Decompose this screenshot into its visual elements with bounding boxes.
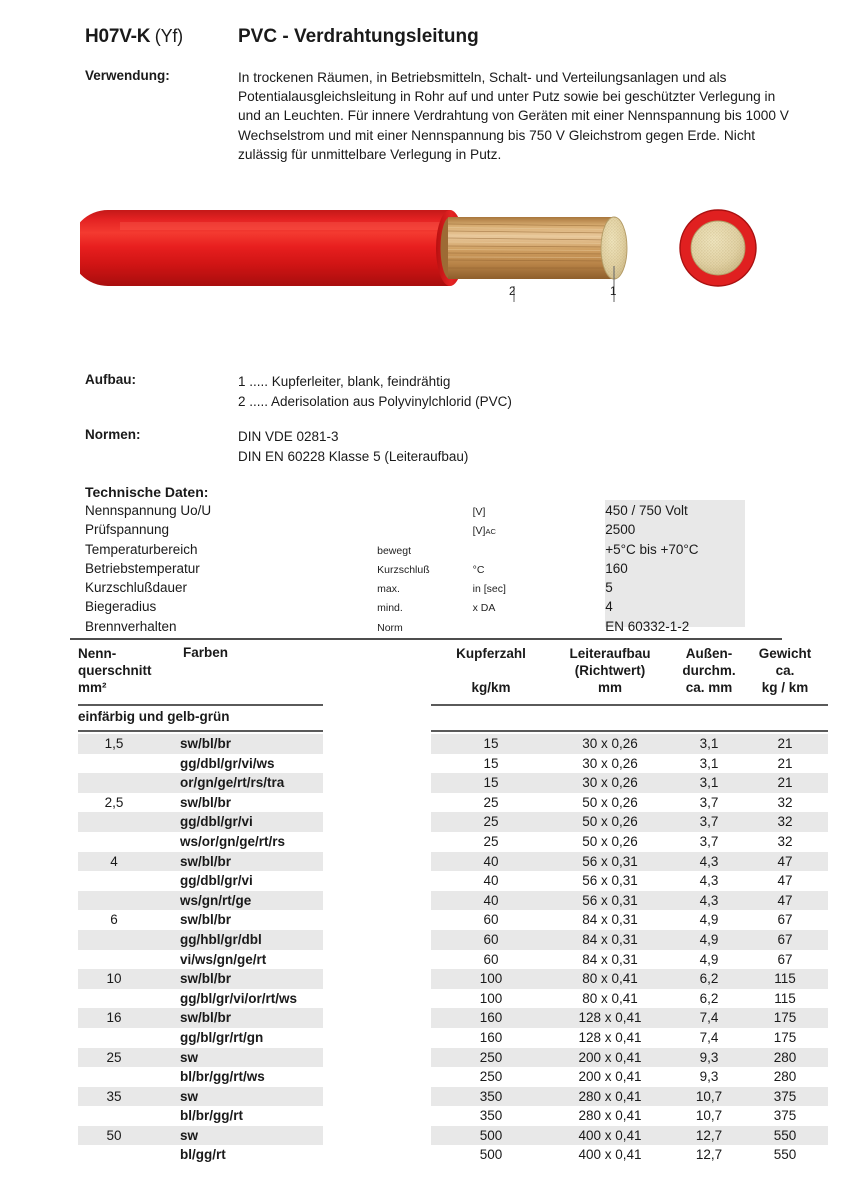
table-body [70,734,797,1165]
cell-farben: gg/dbl/gr/vi [180,873,253,889]
cell-gewicht: 67 [777,912,793,928]
cell-kupferzahl: 40 [483,892,499,908]
cell-kupferzahl: 25 [483,794,499,810]
cell-farben: gg/hbl/gr/dbl [180,931,262,947]
table-row [70,1028,797,1048]
cell-nennquerschnitt: 6 [110,912,118,928]
cell-kupferzahl: 15 [483,755,499,771]
cell-kupferzahl: 350 [479,1088,503,1104]
cell-aussendurchmesser: 4,9 [699,912,719,928]
table-row [70,773,793,793]
cell-nennquerschnitt: 10 [106,971,122,987]
aufbau-line: 1 ..... Kupferleiter, blank, feindrähtig [238,374,451,389]
technical-data-section [85,484,785,637]
cell-farben: gg/bl/gr/rt/gn [180,1029,264,1045]
cell-leiteraufbau: 84 x 0,31 [582,931,638,947]
group-rule-right [431,730,828,732]
technical-value: 160 [605,561,628,577]
normen-line: DIN EN 60228 Klasse 5 (Leiteraufbau) [238,449,469,464]
normen-line: DIN VDE 0281-3 [238,429,339,444]
cell-aussendurchmesser: 4,3 [699,853,719,869]
cell-kupferzahl: 500 [479,1127,503,1143]
cell-farben: sw/bl/br [180,736,232,751]
table-row [70,1048,797,1068]
callout-label-insulation: 2 [509,286,516,298]
cell-farben: gg/dbl/gr/vi [180,814,253,830]
product-code: H07V-K [85,26,151,47]
cell-farben: sw [180,1049,199,1065]
cell-kupferzahl: 160 [479,1029,503,1045]
header-rule-right [431,704,828,706]
table-row [70,1145,797,1165]
header-aussendurchmesser [669,645,749,696]
cell-kupferzahl: 250 [479,1049,503,1065]
group-label: einfärbig und gelb-grün [78,709,230,724]
header-line: ca. mm [685,680,733,695]
cell-kupferzahl: 25 [483,814,499,830]
cell-gewicht: 280 [773,1049,797,1065]
header-kupferzahl [431,645,551,696]
cell-gewicht: 67 [777,951,793,967]
cell-gewicht: 115 [774,971,796,987]
cell-farben: gg/bl/gr/vi/or/rt/ws [180,990,298,1006]
cell-nennquerschnitt: 1,5 [104,736,124,751]
cell-gewicht: 32 [777,814,793,830]
group-rule-left [78,730,323,732]
page-header [85,26,785,48]
cell-farben: sw [180,1088,199,1104]
cell-aussendurchmesser: 7,4 [699,1010,719,1026]
technical-value: 5 [605,580,613,596]
technical-condition: mind. [377,602,403,615]
table-row [70,910,793,930]
cell-leiteraufbau: 400 x 0,41 [578,1127,642,1143]
header-line: (Richtwert) [574,663,646,678]
technical-data-row [85,541,785,560]
header-line: ca. [775,663,795,678]
technical-condition: Kurzschluß [377,564,430,577]
cell-leiteraufbau: 30 x 0,26 [582,736,638,751]
cell-leiteraufbau: 200 x 0,41 [578,1049,642,1065]
technical-data-row [85,521,785,541]
header-leiteraufbau [551,645,669,696]
cell-aussendurchmesser: 4,3 [699,873,719,889]
cell-aussendurchmesser: 7,4 [699,1029,719,1045]
cell-nennquerschnitt: 25 [106,1049,122,1065]
header-line: Gewicht [758,646,812,661]
cell-aussendurchmesser: 3,1 [699,755,719,771]
technical-property-name: Kurzschlußdauer [85,580,188,596]
header-line: durchm. [682,663,736,678]
callout-label-conductor: 1 [610,286,617,298]
header-line: Nenn- [78,646,117,661]
header-line: kg / km [761,680,809,695]
cell-gewicht: 115 [774,990,796,1006]
cell-nennquerschnitt: 2,5 [104,794,124,810]
cell-farben: sw/bl/br [180,853,232,869]
cell-gewicht: 280 [773,1069,797,1085]
cable-sheath [80,210,464,286]
technical-condition [377,521,473,541]
cell-kupferzahl: 40 [483,873,499,889]
cell-farben: or/gn/ge/rt/rs/tra [180,775,285,791]
cell-gewicht: 550 [773,1147,797,1163]
technical-property-name: Brennverhalten [85,618,177,634]
table-top-rule [70,638,782,640]
cell-farben: sw/bl/br [180,971,232,987]
cell-gewicht: 47 [777,873,793,889]
cable-illustration [80,190,780,310]
cell-aussendurchmesser: 4,3 [699,892,719,908]
cell-gewicht: 550 [773,1127,797,1143]
cell-farben: ws/gn/rt/ge [180,892,252,908]
technical-condition: bewegt [377,545,411,558]
technical-value: EN 60332-1-2 [605,618,690,634]
cell-aussendurchmesser: 12,7 [695,1127,723,1143]
table-row [70,891,793,911]
header-line: Kupferzahl [456,646,526,661]
usage-label: Verwendung: [85,68,170,83]
cell-kupferzahl: 40 [483,853,499,869]
technical-condition [377,502,473,521]
cell-farben: sw [180,1127,199,1143]
cell-leiteraufbau: 30 x 0,26 [582,755,638,771]
aufbau-line: 2 ..... Aderisolation aus Polyvinylchlorid (PVC) [238,394,512,409]
cell-leiteraufbau: 128 x 0,41 [578,1029,642,1045]
technical-value: +5°C bis +70°C [605,542,699,558]
copper-conductor [448,217,627,279]
header-line: Außen- [685,646,733,661]
technical-data-row [85,579,785,598]
table-row [70,1067,797,1087]
cell-aussendurchmesser: 12,7 [695,1147,723,1163]
header-gewicht [742,645,828,696]
table-row [70,793,793,813]
cell-leiteraufbau: 84 x 0,31 [582,951,638,967]
cell-aussendurchmesser: 9,3 [699,1069,719,1085]
cell-leiteraufbau: 56 x 0,31 [582,873,638,889]
cell-farben: sw/bl/br [180,1010,232,1026]
cell-kupferzahl: 60 [483,931,499,947]
header-line: mm [597,680,622,695]
cell-kupferzahl: 60 [483,951,499,967]
table-row [70,989,796,1009]
header-line: kg/km [471,680,511,695]
technical-unit: in [sec] [472,583,506,596]
cell-leiteraufbau: 200 x 0,41 [578,1069,642,1085]
technical-property-name: Betriebstemperatur [85,561,200,577]
cell-leiteraufbau: 50 x 0,26 [582,794,638,810]
header-line [431,662,551,679]
table-row [70,950,793,970]
cell-farben: bl/gg/rt [180,1147,226,1163]
cell-nennquerschnitt: 50 [106,1127,122,1143]
header-farben: Farben [183,645,229,660]
technical-data-row [85,618,785,637]
technical-condition: max. [377,583,400,596]
technical-value: 4 [605,599,613,615]
technical-value: 2500 [605,522,636,538]
technical-property-name: Biegeradius [85,599,157,615]
cell-gewicht: 67 [777,931,793,947]
cell-aussendurchmesser: 3,1 [699,775,719,791]
cell-gewicht: 21 [777,736,793,751]
cell-kupferzahl: 15 [483,736,499,751]
cell-kupferzahl: 15 [483,775,499,791]
cell-aussendurchmesser: 3,7 [699,794,719,810]
cell-aussendurchmesser: 9,3 [699,1049,719,1065]
cell-leiteraufbau: 280 x 0,41 [578,1088,642,1104]
cell-kupferzahl: 160 [479,1010,503,1026]
cell-gewicht: 21 [777,755,793,771]
header-nennquerschnitt [78,645,152,696]
cell-leiteraufbau: 56 x 0,31 [582,892,638,908]
cell-kupferzahl: 60 [483,912,499,928]
cell-aussendurchmesser: 3,7 [699,814,719,830]
cell-leiteraufbau: 400 x 0,41 [578,1147,642,1163]
header-line: mm² [78,680,107,695]
cell-gewicht: 47 [777,853,793,869]
cell-gewicht: 32 [777,794,793,810]
table-row [70,1008,797,1028]
cell-nennquerschnitt: 16 [106,1010,122,1026]
cell-leiteraufbau: 84 x 0,31 [582,912,638,928]
table-header-row [70,645,812,705]
cell-aussendurchmesser: 3,7 [699,833,719,849]
technical-data-table [85,502,785,637]
cell-farben: bl/br/gg/rt/ws [180,1069,265,1085]
cell-gewicht: 175 [773,1010,797,1026]
technical-data-heading: Technische Daten: [85,484,209,500]
table-row [70,871,793,891]
technical-condition: Norm [377,621,403,634]
cell-gewicht: 47 [777,892,793,908]
cell-kupferzahl: 250 [479,1069,503,1085]
normen-lines [238,427,468,467]
table-row [70,754,793,774]
technical-value: 450 / 750 Volt [605,503,688,518]
normen-label: Normen: [85,427,141,442]
cell-leiteraufbau: 30 x 0,26 [582,775,638,791]
cell-farben: gg/dbl/gr/vi/ws [180,755,275,771]
technical-unit [473,618,606,637]
product-code-suffix: (Yf) [154,26,183,46]
header-line: Leiteraufbau [569,646,651,661]
technical-data-row [85,598,785,617]
cell-farben: sw/bl/br [180,794,232,810]
cell-gewicht: 32 [777,833,793,849]
technical-unit: °C [472,564,485,577]
cell-nennquerschnitt: 4 [110,853,118,869]
cell-aussendurchmesser: 3,1 [699,736,719,751]
technical-unit: x DA [472,602,496,615]
aufbau-lines [238,372,512,412]
table-row [70,1126,797,1146]
table-row [70,734,793,754]
cell-aussendurchmesser: 6,2 [699,971,719,987]
table-row [70,832,793,852]
cell-kupferzahl: 350 [479,1108,503,1124]
usage-text: In trockenen Räumen, in Betriebsmitteln, Schalt- und Verteilungsanlagen und als Potentialausgleichsleitung in Rohr auf und unter Putz sowie bei geschützter Verlegung in und an Leuchten. Für innere Verdrahtung von Geräten mit einer Nennspannung bis 1000 V Wechselstrom und mit einer Nennspannung bis 750 V Gleichstrom gegen Erde. Nicht zulässig für unmittelbare Verlegung in Putz. [238,70,789,162]
technical-unit: [V] [472,506,486,518]
technical-property-name: Prüfspannung [85,522,170,538]
technical-property-name: Nennspannung Uo/U [85,503,212,518]
cell-leiteraufbau: 56 x 0,31 [582,853,638,869]
cell-gewicht: 175 [773,1029,797,1045]
technical-unit: [V]AC [472,525,496,538]
header-rule-left [78,704,323,706]
cable-cross-section [680,210,756,286]
cell-farben: ws/or/gn/ge/rt/rs [180,833,286,849]
cell-aussendurchmesser: 10,7 [695,1088,723,1104]
cell-nennquerschnitt: 35 [106,1088,122,1104]
aufbau-label: Aufbau: [85,372,136,387]
table-row [70,969,796,989]
cell-aussendurchmesser: 10,7 [695,1108,723,1124]
technical-property-name: Temperaturbereich [85,542,198,558]
header-line: querschnitt [78,663,152,678]
cell-kupferzahl: 25 [483,833,499,849]
cell-gewicht: 21 [777,775,793,791]
cell-aussendurchmesser: 4,9 [699,951,719,967]
technical-unit-subscript: AC [485,527,496,537]
cell-farben: bl/br/gg/rt [180,1108,243,1124]
cell-leiteraufbau: 128 x 0,41 [578,1010,642,1026]
table-row [70,930,793,950]
table-row [70,812,793,832]
cell-gewicht: 375 [773,1088,797,1104]
cell-leiteraufbau: 280 x 0,41 [578,1108,642,1124]
cell-kupferzahl: 100 [479,990,503,1006]
cell-leiteraufbau: 50 x 0,26 [582,814,638,830]
cell-aussendurchmesser: 4,9 [699,931,719,947]
cell-farben: sw/bl/br [180,912,232,928]
table-row [70,1087,797,1107]
technical-data-row [85,560,785,579]
technical-data-row [85,502,785,521]
cell-leiteraufbau: 50 x 0,26 [582,833,638,849]
cell-kupferzahl: 500 [479,1147,503,1163]
technical-unit [473,541,606,560]
cell-leiteraufbau: 80 x 0,41 [582,990,638,1006]
cell-gewicht: 375 [773,1108,797,1124]
cell-kupferzahl: 100 [479,971,503,987]
cell-leiteraufbau: 80 x 0,41 [582,971,638,987]
page-title: PVC - Verdrahtungsleitung [238,26,479,47]
cell-aussendurchmesser: 6,2 [699,990,719,1006]
cell-farben: vi/ws/gn/ge/rt [180,951,267,967]
table-row [70,852,793,872]
table-row [70,1106,797,1126]
